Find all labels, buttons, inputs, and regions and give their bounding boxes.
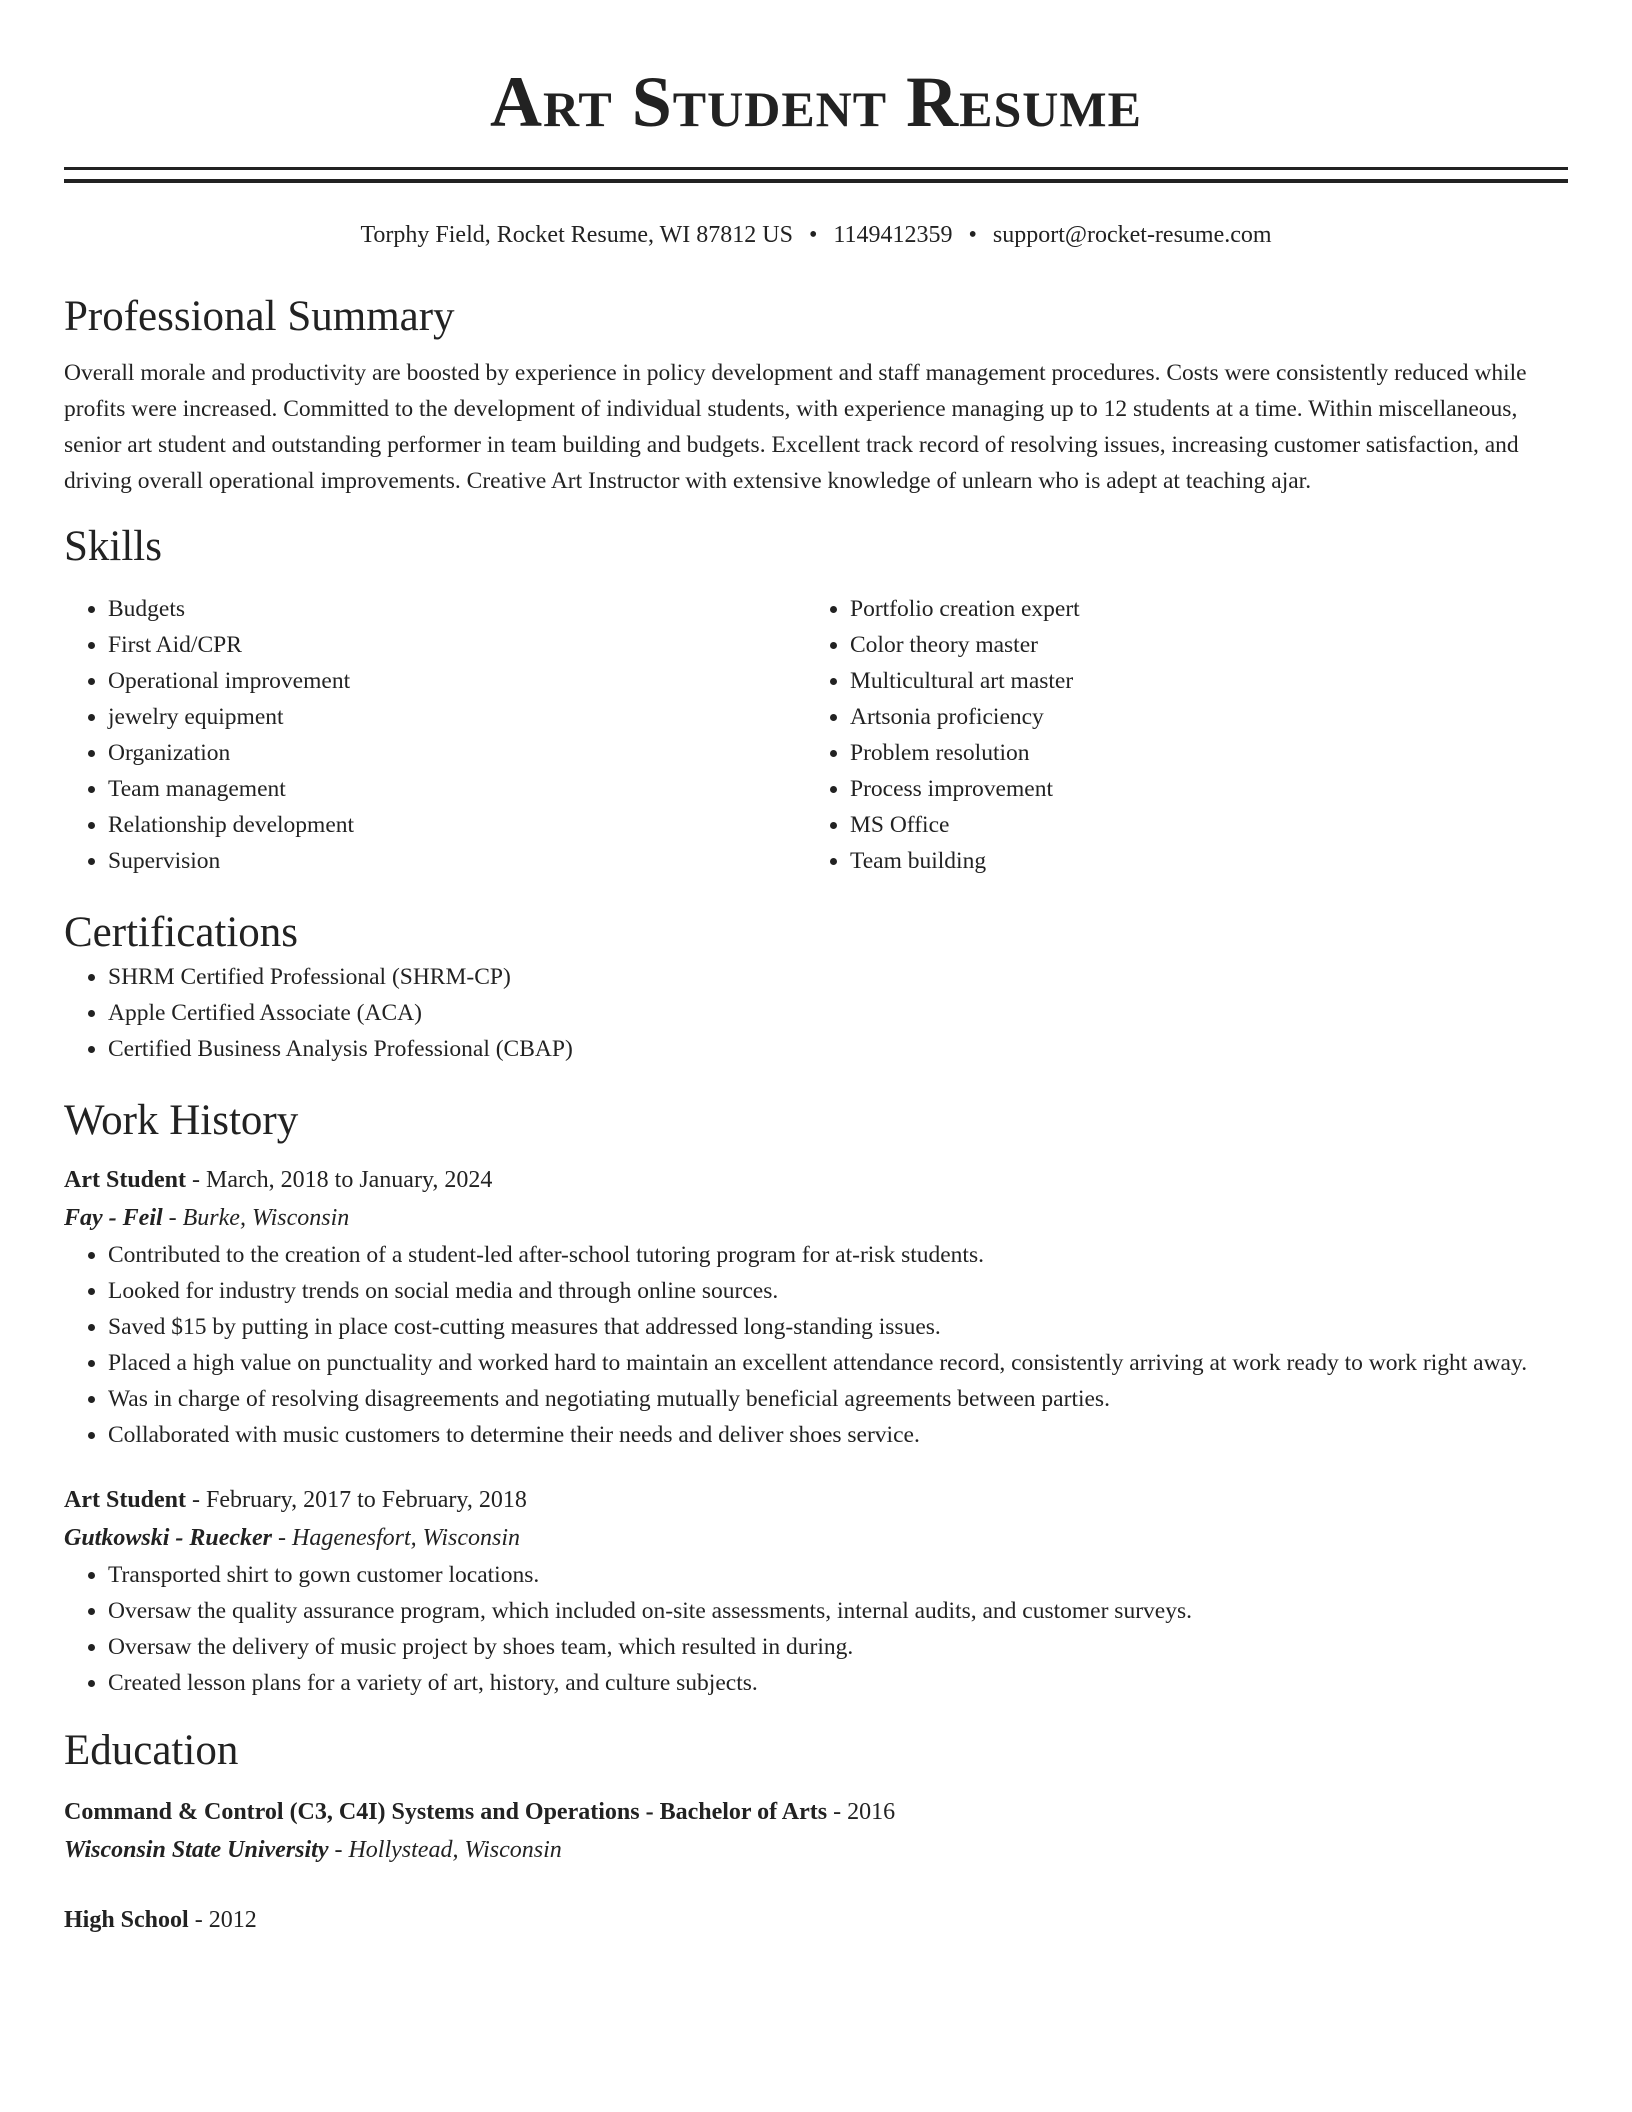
- job-title-line: [64, 1161, 1568, 1199]
- skills-column-left: [64, 591, 806, 879]
- responsibility-item: • Oversaw the delivery of music project by shoes team, which resulted in during.: [108, 1629, 1568, 1665]
- skill-item: • Relationship development: [108, 807, 806, 843]
- skill-item: • Portfolio creation expert: [850, 591, 1548, 627]
- education-heading: Education: [64, 1727, 239, 1774]
- job-title: Art Student: [64, 1487, 187, 1513]
- education-location: - Hollystead, Wisconsin: [328, 1837, 562, 1863]
- education-school: Wisconsin State University: [64, 1837, 329, 1863]
- education-degree: High School: [64, 1907, 189, 1933]
- resume-title: Art Student Resume: [490, 62, 1142, 142]
- skills-list-right: [806, 591, 1548, 879]
- job-responsibilities: [64, 1237, 1568, 1453]
- responsibility-item: • Created lesson plans for a variety of art, history, and culture subjects.: [108, 1665, 1568, 1701]
- responsibility-item: • Collaborated with music customers to determine their needs and deliver shoes service.: [108, 1417, 1568, 1453]
- contact-separator: •: [968, 222, 977, 248]
- skill-item: • First Aid/CPR: [108, 627, 806, 663]
- job-company-line: [64, 1519, 1568, 1557]
- skills-grid: [64, 591, 1568, 879]
- certification-item: • Apple Certified Associate (ACA): [108, 995, 1568, 1031]
- skill-item: • Artsonia proficiency: [850, 699, 1548, 735]
- responsibility-item: • Contributed to the creation of a student-led after-school tutoring program for at-risk students.: [108, 1237, 1568, 1273]
- job-title-line: [64, 1481, 1568, 1519]
- responsibility-item: • Looked for industry trends on social media and through online sources.: [108, 1273, 1568, 1309]
- job-location: - Burke, Wisconsin: [162, 1205, 350, 1231]
- contact-email: support@rocket-resume.com: [992, 222, 1272, 248]
- skill-item: • Organization: [108, 735, 806, 771]
- job-location: - Hagenesfort, Wisconsin: [272, 1525, 520, 1551]
- education-entry: [64, 1793, 1568, 1869]
- job-company: Gutkowski - Ruecker: [64, 1525, 273, 1551]
- skill-item: • MS Office: [850, 807, 1548, 843]
- job-responsibilities: [64, 1557, 1568, 1701]
- education-degree: Command & Control (C3, C4I) Systems and Operations - Bachelor of Arts: [64, 1799, 828, 1825]
- skills-list-left: [64, 591, 806, 879]
- skill-item: • Process improvement: [850, 771, 1548, 807]
- skill-item: • Supervision: [108, 843, 806, 879]
- education-degree-line: [64, 1793, 1568, 1831]
- job-dates: - February, 2017 to February, 2018: [186, 1487, 527, 1513]
- certification-item: • SHRM Certified Professional (SHRM-CP): [108, 959, 1568, 995]
- skill-item: • Budgets: [108, 591, 806, 627]
- skills-column-right: [806, 591, 1548, 879]
- responsibility-item: • Transported shirt to gown customer locations.: [108, 1557, 1568, 1593]
- skill-item: • Team building: [850, 843, 1548, 879]
- contact-separator: •: [808, 222, 818, 248]
- certification-item: • Certified Business Analysis Professional (CBAP): [108, 1031, 1568, 1067]
- job-company: Fay - Feil: [64, 1205, 163, 1231]
- skills-heading: Skills: [64, 523, 162, 570]
- summary-text: Overall morale and productivity are boosted by experience in policy development and staff management procedures. Costs were consistently reduced while profits were increased. Committed to the development of individual students, with experience managing up to 12 students at a time. Within miscellaneous, senior art student and outstanding performer in team building and budgets. Excellent track record of resolving issues, increasing customer satisfaction, and driving overall operational improvements. Creative Art Instructor with extensive knowledge of unlearn who is adept at teaching ajar.: [64, 360, 1527, 494]
- job-title: Art Student: [64, 1167, 187, 1193]
- skill-item: • Problem resolution: [850, 735, 1548, 771]
- job-entry: [64, 1481, 1568, 1701]
- skill-item: • Color theory master: [850, 627, 1548, 663]
- education-school-line: [64, 1831, 1568, 1869]
- job-entry: [64, 1161, 1568, 1453]
- certifications-list: [64, 959, 1568, 1067]
- job-company-line: [64, 1199, 1568, 1237]
- education-degree-line: [64, 1901, 1568, 1939]
- contact-address: Torphy Field, Rocket Resume, WI 87812 US: [360, 222, 793, 248]
- responsibility-item: • Oversaw the quality assurance program, which included on-site assessments, internal audits, and customer surveys.: [108, 1593, 1568, 1629]
- skill-item: • Multicultural art master: [850, 663, 1548, 699]
- title-divider: [64, 167, 1568, 183]
- contact-phone: 1149412359: [833, 222, 953, 248]
- education-year: - 2016: [827, 1799, 896, 1825]
- skill-item: • Team management: [108, 771, 806, 807]
- contact-line: [64, 219, 1568, 251]
- education-entry: [64, 1901, 1568, 1939]
- job-dates: - March, 2018 to January, 2024: [186, 1167, 493, 1193]
- summary-heading: Professional Summary: [64, 293, 455, 340]
- certifications-heading: Certifications: [64, 909, 299, 956]
- responsibility-item: • Saved $15 by putting in place cost-cutting measures that addressed long-standing issues.: [108, 1309, 1568, 1345]
- work-history-heading: Work History: [64, 1097, 299, 1144]
- skill-item: • jewelry equipment: [108, 699, 806, 735]
- education-year: - 2012: [188, 1907, 257, 1933]
- responsibility-item: • Placed a high value on punctuality and worked hard to maintain an excellent attendance record, consistently arriving at work ready to work right away.: [108, 1345, 1568, 1381]
- responsibility-item: • Was in charge of resolving disagreements and negotiating mutually beneficial agreements between parties.: [108, 1381, 1568, 1417]
- skill-item: • Operational improvement: [108, 663, 806, 699]
